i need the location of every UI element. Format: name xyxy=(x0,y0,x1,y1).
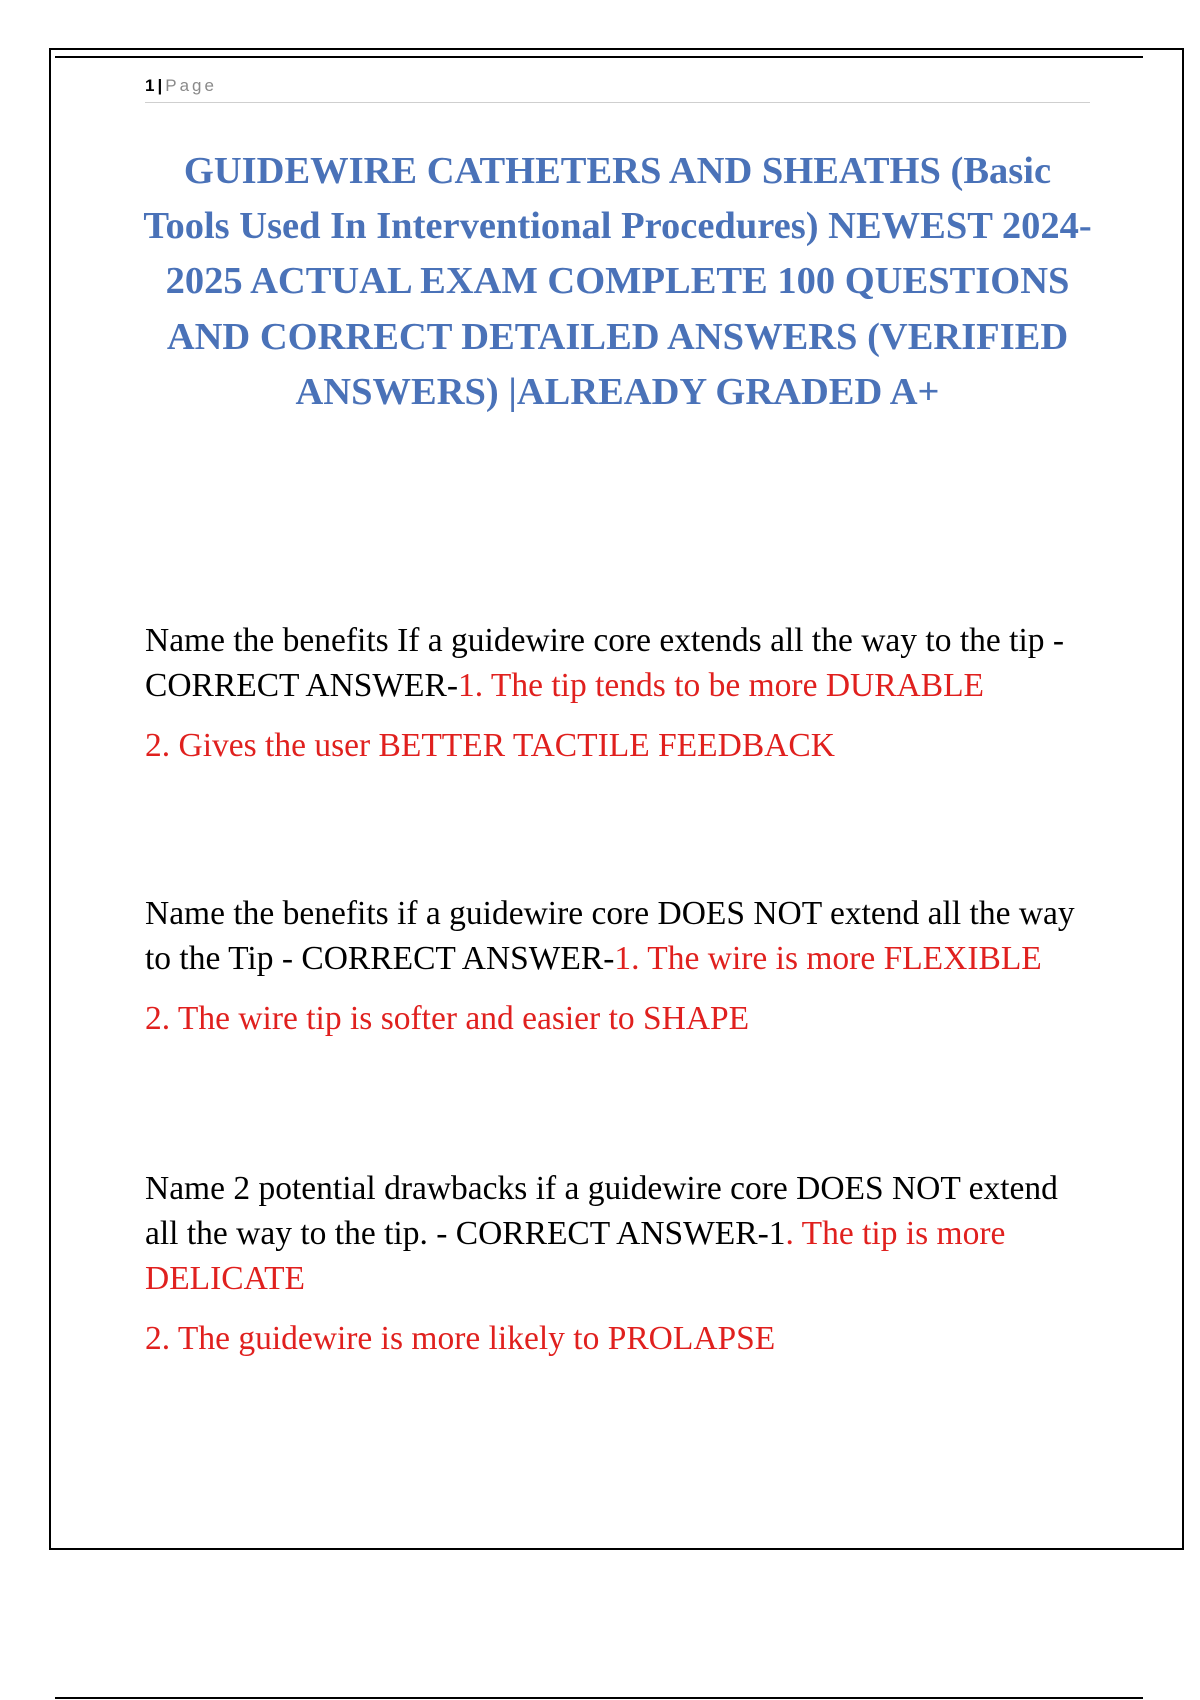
answer-text: 1. The tip tends to be more DURABLE xyxy=(458,667,985,704)
answer-line-2: 2. The wire tip is softer and easier to SHAPE xyxy=(145,1000,750,1037)
page-header xyxy=(145,74,1090,103)
answer-line-2: 2. The guidewire is more likely to PROLAPSE xyxy=(145,1320,776,1357)
question-text: Name the benefits if a guidewire core DOES NOT extend all the way to the Tip - CORRECT ANSWER- xyxy=(145,895,1075,977)
page-label: Page xyxy=(165,76,217,95)
qa-paragraph xyxy=(145,891,1095,981)
answer-text: 1. The wire is more FLEXIBLE xyxy=(614,940,1042,977)
qa-item-1 xyxy=(145,618,1095,768)
document-title: GUIDEWIRE CATHETERS AND SHEATHS (Basic Tools Used In Interventional Procedures) NEWEST 2024-2025 ACTUAL EXAM COMPLETE 100 QUESTIONS AND CORRECT DETAILED ANSWERS (VERIFIED ANSWERS) |ALREADY GRADED A+ xyxy=(143,150,1092,413)
qa-item-3 xyxy=(145,1166,1095,1361)
question-text: Name the benefits If a guidewire core extends all the way to the tip - CORRECT ANSWER- xyxy=(145,622,1065,704)
page-separator: | xyxy=(157,76,163,95)
answer-line-2: 2. Gives the user BETTER TACTILE FEEDBACK xyxy=(145,727,835,764)
bottom-rule xyxy=(55,1697,1143,1699)
qa-item-2 xyxy=(145,891,1095,1041)
answer-text: . The tip is more DELICATE xyxy=(145,1215,1006,1297)
page-number: 1 xyxy=(145,76,155,95)
question-text: Name 2 potential drawbacks if a guidewire core DOES NOT extend all the way to the tip. - CORRECT ANSWER-1 xyxy=(145,1170,1058,1252)
qa-paragraph xyxy=(145,618,1095,708)
top-rule xyxy=(55,56,1143,58)
qa-paragraph xyxy=(145,1166,1095,1301)
